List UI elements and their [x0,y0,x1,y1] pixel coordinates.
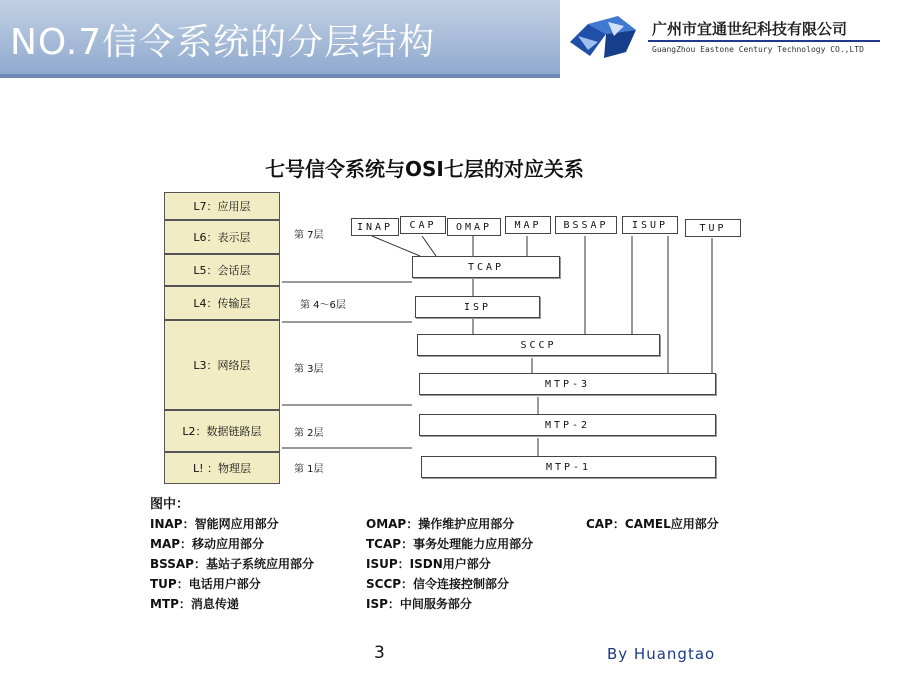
bar-tcap: TCAP [412,256,560,278]
link-cap-tcap [422,236,436,256]
bar-sccp: SCCP [417,334,660,356]
legend-tcap: TCAP：事务处理能力应用部分 [366,537,534,551]
link-inap-tcap [372,236,420,256]
legend-isup: ISUP：ISDN用户部分 [366,557,491,571]
osi-layer-l7: L7：应用层 [164,192,280,220]
stage-1: 第 1层 [294,464,324,475]
proto-isup: ISUP [622,216,678,234]
bar-mtp2: MTP-2 [419,414,716,436]
author-credit: By Huangtao [607,645,716,663]
company-name-cn: 广州市宜通世纪科技有限公司 [652,20,848,38]
proto-inap: INAP [351,218,399,236]
bar-isp: ISP [415,296,540,318]
legend-isp: ISP：中间服务部分 [366,597,472,611]
osi-layer-l6: L6：表示层 [164,220,280,254]
legend-heading: 图中： [150,497,190,512]
legend-inap: INAP：智能网应用部分 [150,517,279,531]
legend-bssap: BSSAP：基站子系统应用部分 [150,557,314,571]
diagram-title: 七号信令系统与OSI七层的对应关系 [265,157,584,181]
stage-2: 第 2层 [294,428,324,439]
legend-sccp: SCCP：信令连接控制部分 [366,577,510,591]
proto-bssap: BSSAP [555,216,617,234]
osi-layer-l4: L4：传输层 [164,286,280,320]
slide-title: NO.7信令系统的分层结构 [10,22,436,63]
proto-map: MAP [505,216,551,234]
bar-mtp1: MTP-1 [421,456,716,478]
legend-mtp: MTP：消息传递 [150,597,239,611]
bar-mtp3: MTP-3 [419,373,716,395]
stage-4-6: 第 4～6层 [300,300,346,311]
proto-cap: CAP [400,216,446,234]
page-number: 3 [374,643,385,663]
legend-map: MAP：移动应用部分 [150,537,265,551]
osi-layer-l3: L3：网络层 [164,320,280,410]
proto-tup: TUP [685,219,741,237]
proto-omap: OMAP [447,218,501,236]
legend-tup: TUP：电话用户部分 [150,577,261,591]
legend-cap: CAP：CAMEL应用部分 [586,517,719,531]
company-name-en: GuangZhou Eastone Century Technology CO.,LTD [652,45,864,54]
osi-layer-l1: L! ：物理层 [164,452,280,484]
osi-layer-l5: L5：会话层 [164,254,280,286]
stage-7: 第 7层 [294,230,324,241]
stage-3: 第 3层 [294,364,324,375]
legend-omap: OMAP：操作维护应用部分 [366,517,515,531]
osi-layer-l2: L2：数据链路层 [164,410,280,452]
